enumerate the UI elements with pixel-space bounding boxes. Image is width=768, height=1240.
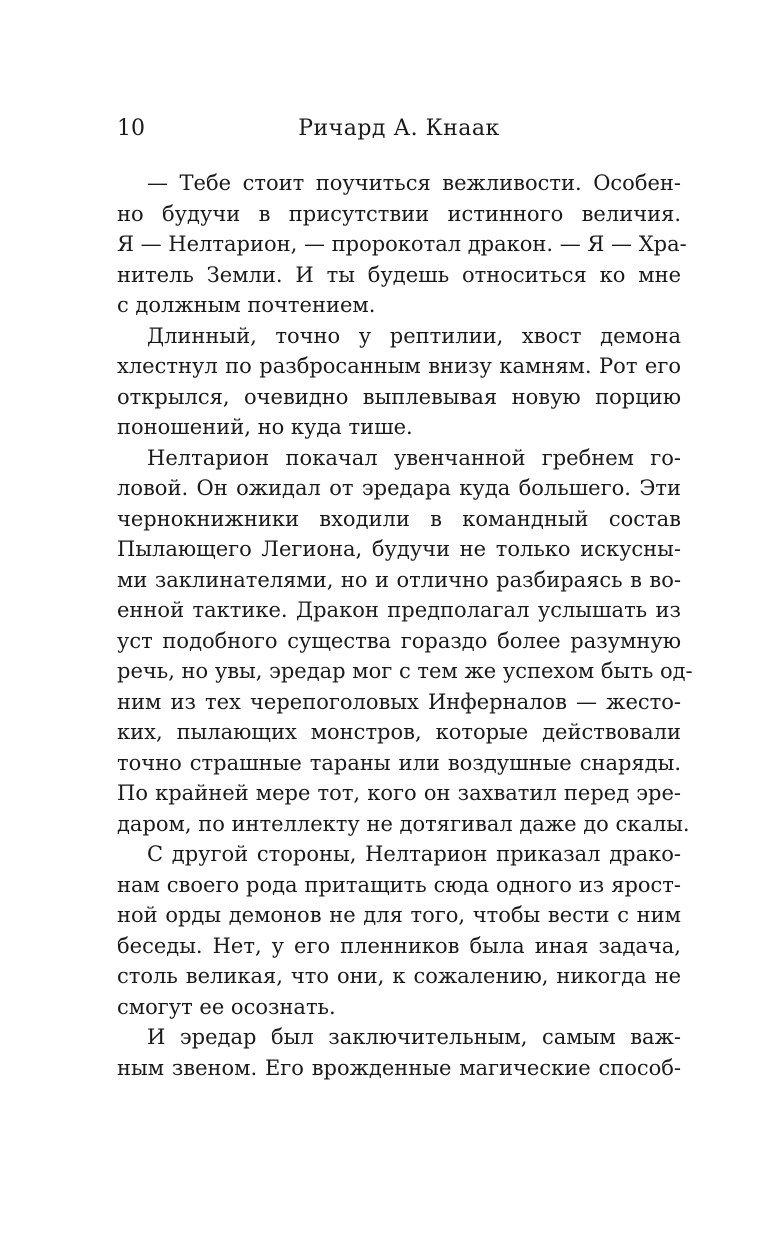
text-line: открылся, очевидно выплевывая новую порцию [117, 384, 681, 409]
text-line: ным звеном. Его врожденные магические способ- [117, 1055, 681, 1080]
text-line: но будучи в присутствии истинного величия. [117, 201, 681, 226]
text-line: ним из тех черепоголовых Инферналов — жесто- [117, 689, 681, 714]
text-line: Нелтарион покачал увенчанной гребнем го- [147, 445, 681, 470]
text-line: По крайней мере тот, кого он захватил перед эре- [117, 781, 681, 805]
paragraph [117, 168, 687, 321]
text-line: — Тебе стоит поучиться вежливости. Особен- [147, 171, 681, 195]
text-line: нитель Земли. И ты будешь относиться ко мне [117, 262, 681, 287]
text-line: ких, пылающих монстров, которые действовали [117, 720, 681, 744]
running-head [117, 113, 681, 145]
paragraph [117, 1022, 681, 1083]
text-line: ловой. Он ожидал от эредара куда большего. Эти [117, 476, 681, 500]
running-title: Ричард А. Кнаак [298, 116, 500, 141]
text-line: уст подобного существа гораздо более разумную [117, 628, 681, 653]
text-line: с должным почтением. [117, 293, 376, 317]
page-number: 10 [117, 116, 145, 141]
text-line: ной орды демонов не для того, чтобы вести с ним [117, 903, 681, 927]
text-line: енной тактике. Дракон предполагал услышать из [117, 598, 681, 622]
text-line: Я — Нелтарион, — пророкотал дракон. — Я — Хра- [117, 232, 687, 256]
text-line: Длинный, точно у рептилии, хвост демона [147, 323, 681, 348]
text-line: точно страшные тараны или воздушные снаряды. [117, 750, 681, 775]
text-line: беседы. Нет, у его пленников была иная задача, [117, 933, 681, 958]
text-line: С другой стороны, Нелтарион приказал драко- [147, 842, 681, 866]
text-line: Пылающего Легиона, будучи не только искусны- [117, 537, 681, 561]
paragraph [117, 443, 693, 840]
text-line: чернокнижники входили в командный состав [117, 506, 681, 531]
text-line: хлестнул по разбросанным внизу камням. Рот его [117, 354, 681, 378]
text-line: столь великая, что они, к сожалению, никогда не [117, 964, 681, 988]
paragraph [117, 839, 681, 1022]
text-line: нам своего рода притащить сюда одного из ярост- [117, 872, 681, 897]
text-line: даром, по интеллекту не дотягивал даже до скалы. [117, 811, 690, 836]
text-line: И эредар был заключительным, самым важ- [147, 1025, 681, 1049]
text-line: ми заклинателями, но и отлично разбираясь в во- [117, 567, 681, 592]
body-text [117, 168, 693, 1083]
paragraph [117, 321, 681, 443]
text-line: поношений, но куда тише. [117, 415, 413, 439]
text-line: речь, но увы, эредар мог с тем же успехом быть од- [117, 659, 693, 683]
text-line: смогут ее осознать. [117, 994, 336, 1019]
